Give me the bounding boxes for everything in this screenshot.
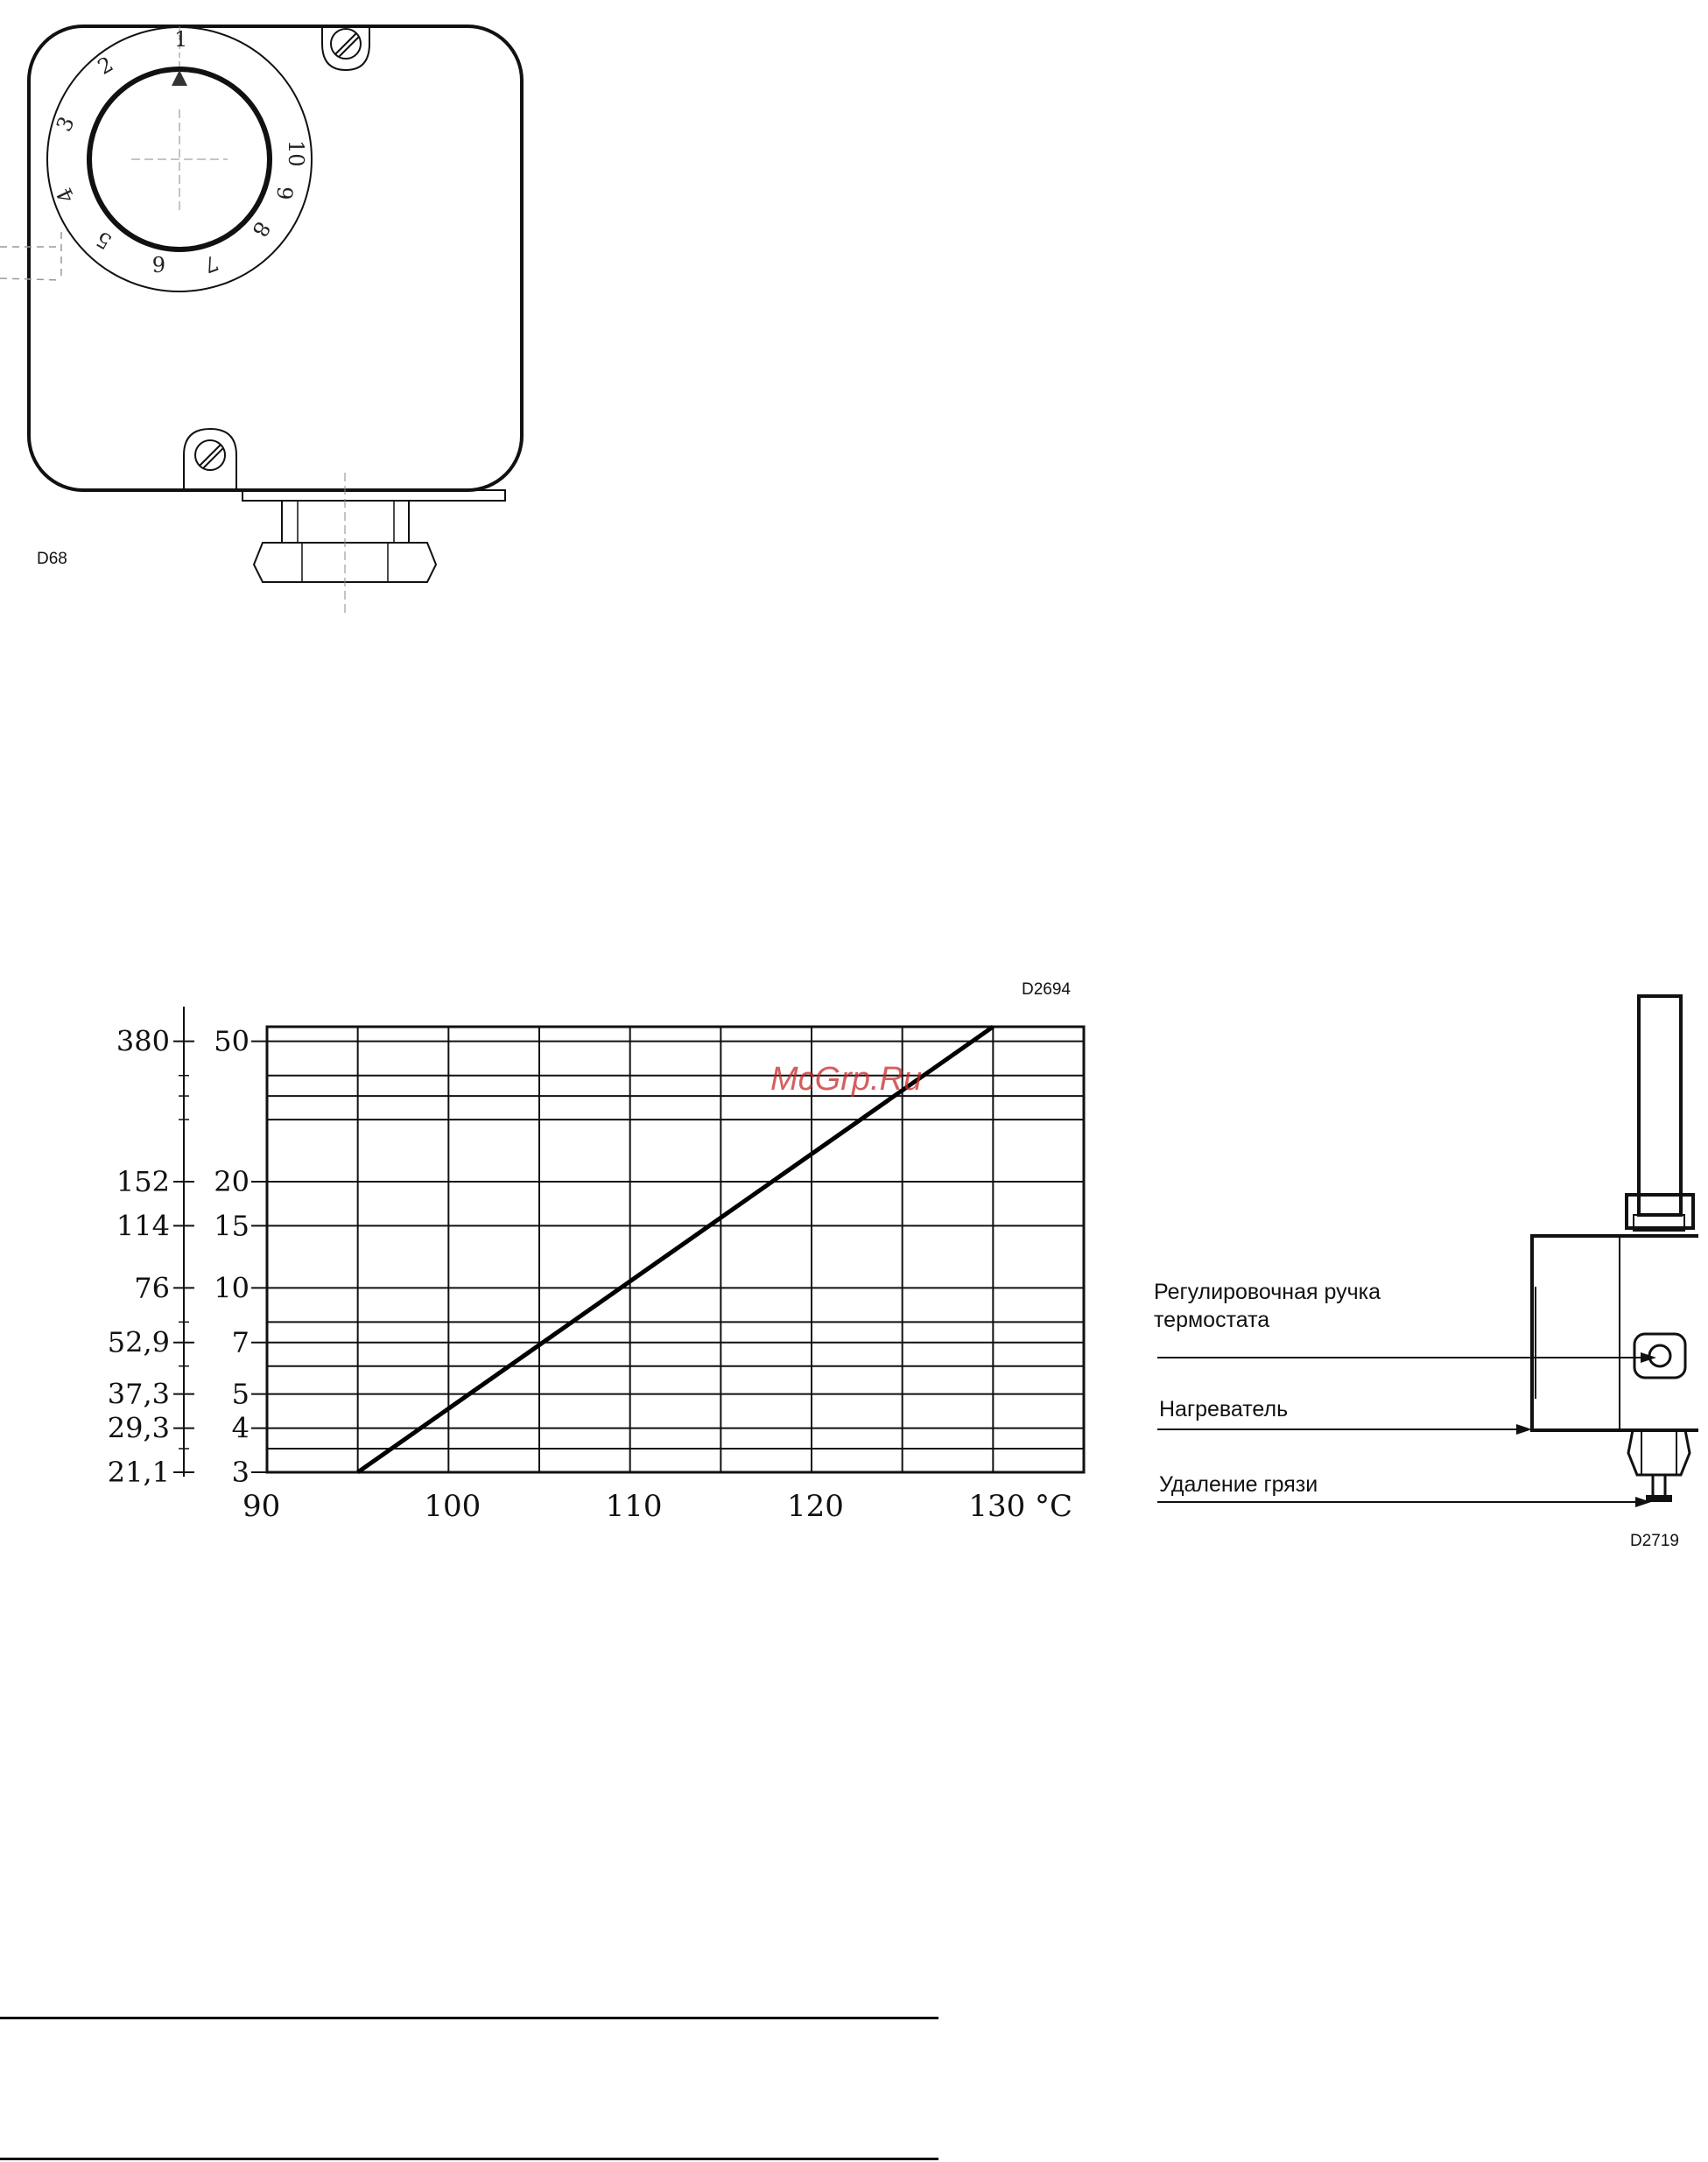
y-tick-label-outer: 29,3: [107, 1411, 170, 1445]
y-tick-label-outer: 21,1: [107, 1456, 170, 1489]
y-tick-label-inner: 5: [231, 1377, 250, 1411]
chart-drawing-code: D2694: [1022, 980, 1071, 999]
dial-number: 7: [200, 249, 222, 278]
dial-number: 8: [247, 217, 276, 242]
y-tick-label-outer: 37,3: [107, 1377, 170, 1411]
y-tick-label-inner: 3: [231, 1456, 250, 1489]
x-tick-label: 90: [242, 1489, 281, 1524]
dial-number: 4: [52, 184, 80, 207]
x-tick-label: 120: [787, 1489, 844, 1524]
x-tick-label: 100: [424, 1489, 481, 1524]
dial-number: 1: [174, 27, 188, 52]
dial-number: 9: [271, 185, 298, 201]
y-tick-label-outer: 380: [116, 1024, 170, 1058]
divider-line: [0, 2017, 938, 2019]
knob-label-line2: термостата: [1154, 1308, 1270, 1332]
knob-label: [1154, 1278, 1381, 1334]
heater-drawing-code: D2719: [1630, 1532, 1679, 1550]
y-tick-label-inner: 10: [214, 1271, 250, 1305]
heater-drawing: [1138, 980, 1698, 1549]
dirt-label: Удаление грязи: [1159, 1472, 1318, 1497]
watermark-text: McGrp.Ru: [770, 1061, 923, 1098]
knob-label-line1: Регулировочная ручка: [1154, 1280, 1381, 1304]
dial-number: 6: [151, 251, 165, 276]
dial-number: 3: [51, 112, 80, 136]
x-tick-label: 130 °C: [968, 1489, 1073, 1524]
dial-number: 2: [93, 52, 118, 80]
y-tick-label-outer: 152: [116, 1165, 170, 1199]
y-tick-label-outer: 76: [134, 1271, 170, 1305]
divider-line: [0, 2158, 938, 2160]
y-tick-label-inner: 15: [214, 1209, 250, 1243]
y-tick-label-inner: 7: [231, 1325, 250, 1359]
heater-label: Нагреватель: [1159, 1397, 1289, 1421]
y-tick-label-inner: 4: [231, 1411, 250, 1445]
x-tick-label: 110: [605, 1489, 663, 1524]
y-tick-label-outer: 114: [116, 1209, 170, 1243]
dial-number: 10: [284, 140, 308, 167]
thermostat-drawing-code: D68: [37, 550, 67, 568]
y-tick-label-inner: 20: [214, 1165, 250, 1199]
y-tick-label-inner: 50: [214, 1024, 250, 1058]
dial-number: 5: [92, 226, 116, 255]
y-tick-label-outer: 52,9: [107, 1325, 170, 1359]
chart-axes: [184, 1007, 1084, 1477]
